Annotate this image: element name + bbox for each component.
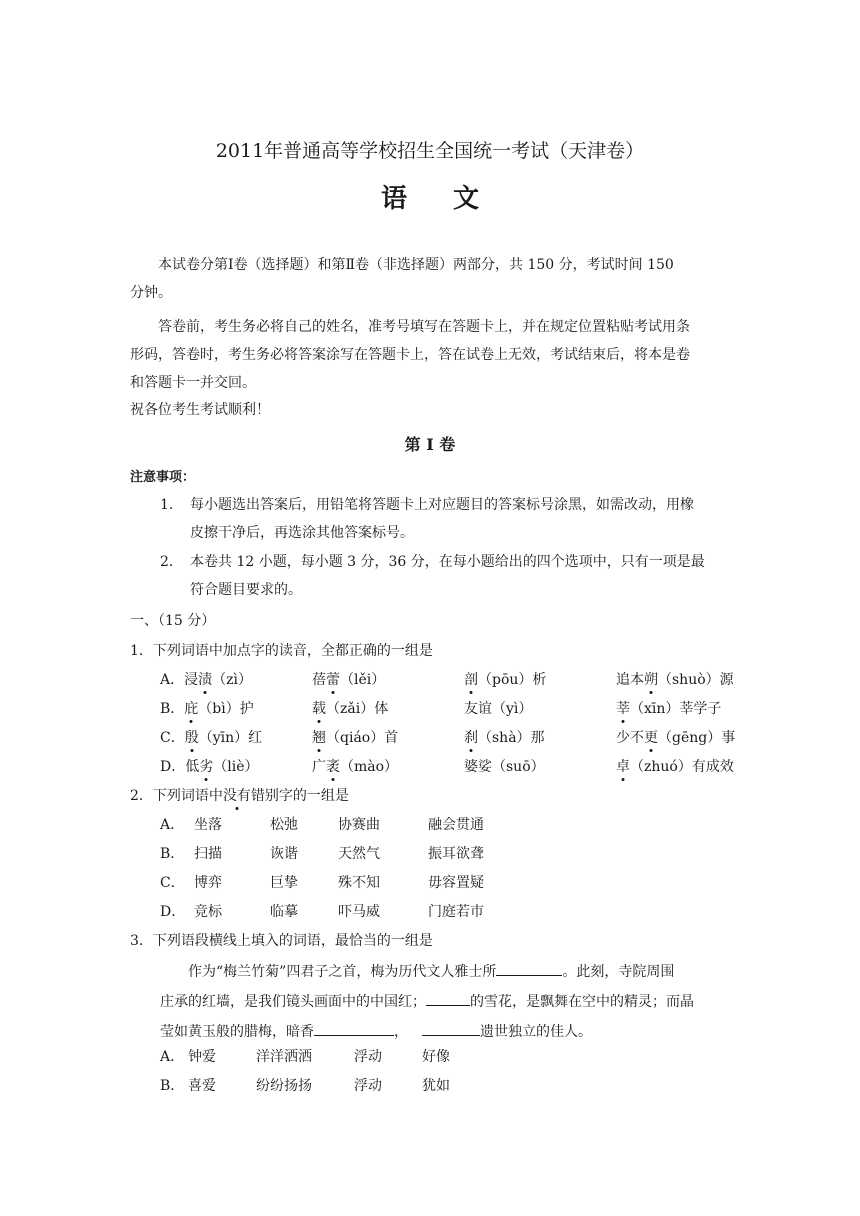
- q1-option-b: B．庇（bì）护 载（zǎi）体 友谊（yì） 莘（xīn）莘学子: [160, 698, 760, 722]
- intro-wish: 祝各位考生考试顺利！: [130, 402, 270, 418]
- q3-option-b: B． 喜爱 纷纷扬扬 浮动 犹如: [160, 1078, 450, 1094]
- question-1-stem: 1．下列词语中加点字的读音，全都正确的一组是: [130, 643, 433, 659]
- notice-heading: 注意事项：: [130, 470, 196, 485]
- q1-option-d: D．低劣（liè） 广袤（mào） 婆娑（suō） 卓（zhuó）有成效: [160, 756, 760, 780]
- notice-item-1: 1． 每小题选出答案后，用铅笔将答题卡上对应题目的答案标号涂黑，如需改动，用橡 皮擦干净后，再选涂其他答案标号。: [160, 497, 694, 541]
- subject-char-1: 语: [380, 184, 407, 214]
- section-label: 一、（15 分）: [130, 613, 216, 629]
- q2-option-c: C． 博弈 巨挚 殊不知 毋容置疑: [160, 875, 484, 891]
- notice-item-2: 2． 本卷共 12 小题，每小题 3 分，36 分，在每小题给出的四个选项中，只有一项是最 符合题目要求的。: [160, 554, 705, 598]
- q3-option-a: A． 钟爱 洋洋洒洒 浮动 好像: [160, 1049, 450, 1065]
- q1-option-a: A．浸渍（zì） 蓓蕾（lěi） 剖（pōu）析 追本朔（shuò）源: [160, 669, 760, 693]
- part1-heading: 第 Ⅰ 卷: [404, 435, 456, 454]
- question-2-stem: 2．下列词语中没有错别字的一组是: [130, 785, 349, 805]
- q1-option-c: C．殷（yīn）红 翘（qiáo）首 刹（shà）那 少不更（gēng）事: [160, 727, 760, 751]
- q2-option-d: D． 竞标 临摹 吓马威 门庭若市: [160, 904, 484, 920]
- q2-option-a: A． 坐落 松弛 协赛曲 融会贯通: [160, 817, 484, 833]
- exam-title: 2011年普通高等学校招生全国统一考试（天津卷）: [215, 140, 645, 162]
- q2-option-b: B． 扫描 诙谐 天然气 振耳欲聋: [160, 846, 484, 862]
- intro-paragraph-2: 答卷前，考生务必将自己的姓名，准考号填写在答题卡上，并在规定位置粘贴考试用条 形码，答卷时，考生务必将答案涂写在答题卡上，答在试卷上无效，考试结束后，将本是卷 和答题卡一并交回。: [130, 319, 690, 391]
- subject-title: [0, 178, 860, 215]
- q3-passage: 作为“梅兰竹菊”四君子之首，梅为历代文人雅士所 。此刻，寺院周围 庄承的红墙，是我们镜头画面中的中国红； 的雪花，是飘舞在空中的精灵；而晶 莹如黄玉般的腊梅，暗香 ， 遗世独立的佳人。: [160, 957, 730, 1047]
- question-3-stem: 3．下列语段横线上填入的词语，最恰当的一组是: [130, 933, 433, 949]
- subject-char-2: 文: [453, 184, 480, 214]
- intro-paragraph-1: 本试卷分第Ⅰ卷（选择题）和第Ⅱ卷（非选择题）两部分，共 150 分，考试时间 150 分钟。: [130, 257, 674, 301]
